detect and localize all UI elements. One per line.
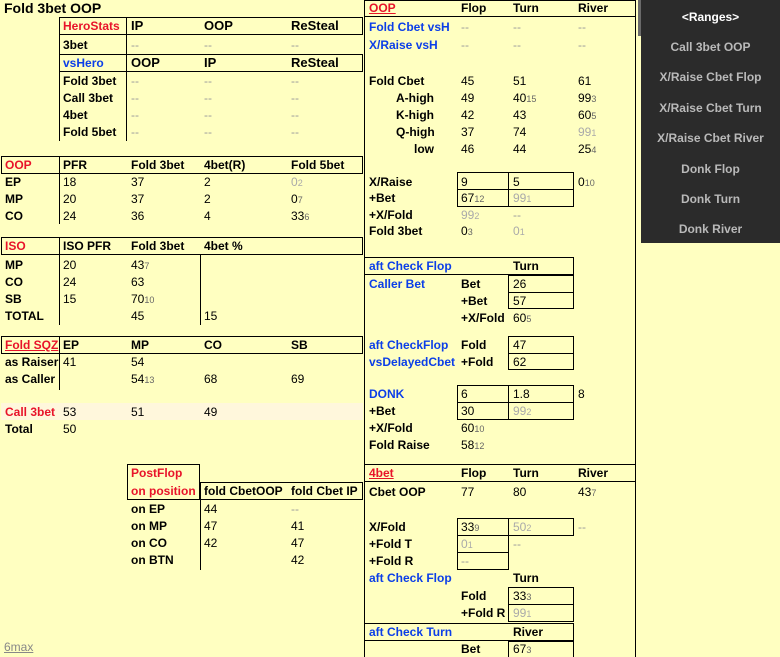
postflop-label: PostFlop [131, 466, 183, 480]
oop-pfr-col: Fold 3bet [131, 158, 185, 172]
fold3bet-cell: 01 [513, 224, 525, 238]
vshero-col-resteal: ReSteal [291, 55, 339, 70]
oop-pfr-col: 4bet(R) [204, 158, 246, 172]
fold-sqz-cell: 41 [63, 355, 77, 369]
donk-cell: 1.8 [513, 387, 530, 401]
fourbet-xfold-label: X/Fold [369, 520, 406, 534]
ranges-panel [641, 0, 780, 243]
iso-total-cell: 45 [131, 309, 145, 323]
fourbet-acf-foldr-cell: 991 [513, 606, 532, 620]
iso-cell: 63 [131, 275, 145, 289]
menu-item-xraise-cbet-flop[interactable]: X/Raise Cbet Flop [659, 70, 762, 84]
fourbet-foldt-cell: 01 [461, 537, 473, 551]
menu-item-donk-river[interactable]: Donk River [678, 222, 743, 236]
xraise-bet-cell: 991 [513, 191, 532, 205]
khigh-label: K-high [396, 108, 434, 122]
fourbet-link[interactable]: 4bet [369, 466, 394, 480]
right-oop-link[interactable]: OOP [369, 1, 396, 15]
fold3bet-label: Fold 3bet [369, 224, 423, 238]
fourbet-foldt-label: +Fold T [369, 537, 412, 551]
menu-item-ranges[interactable]: <Ranges> [681, 10, 740, 24]
low-cell: 46 [461, 142, 475, 156]
fourbet-acf-label: aft Check Flop [369, 571, 452, 585]
iso-cell: 7010 [131, 292, 155, 306]
xraise-xfold-cell: -- [513, 208, 521, 222]
xraise-cell: 010 [578, 175, 595, 189]
fourbet-cbetoop-label: Cbet OOP [369, 485, 426, 499]
oop-pfr-cell: 36 [131, 209, 145, 223]
foldcbet-cell: 45 [461, 74, 475, 88]
ahigh-cell: 49 [461, 91, 475, 105]
fold3bet-cell: 03 [461, 224, 473, 238]
xraise-cell: 9 [461, 175, 468, 189]
postflop-row-label: on CO [131, 536, 167, 550]
fourbet-col-turn: Turn [513, 466, 539, 480]
fourbet-act-label: aft Check Turn [369, 625, 453, 639]
delayed-plusfold-cell: 62 [513, 355, 527, 369]
vshero-cell: -- [291, 74, 299, 88]
vshero-cell: -- [291, 108, 299, 122]
menu-item-donk-flop[interactable]: Donk Flop [681, 162, 740, 176]
vshero-col-oop: OOP [131, 55, 160, 70]
delayed-label: vsDelayedCbet [369, 355, 456, 369]
fold-sqz-total-cell: 50 [63, 422, 77, 436]
xraise-label: X/Raise [369, 175, 413, 189]
fold-sqz-col: MP [131, 338, 149, 352]
fourbet-foldr-cell: -- [461, 554, 469, 568]
herostats-col-resteal: ReSteal [291, 18, 339, 33]
fourbet-cbetoop-cell: 80 [513, 485, 527, 499]
khigh-cell: 43 [513, 108, 527, 122]
iso-row-label: MP [5, 258, 23, 272]
fourbet-col-river: River [578, 466, 609, 480]
fold-sqz-total-label: Total [5, 422, 33, 436]
iso-row-label: CO [5, 275, 23, 289]
iso-row-label: SB [5, 292, 22, 306]
ahigh-cell: 993 [578, 91, 597, 105]
fold-sqz-cell: 54 [131, 355, 145, 369]
foldcbet-cell: 61 [578, 74, 592, 88]
column-divider [364, 0, 365, 657]
xraise-xfold-label: +X/Fold [369, 208, 413, 222]
qhigh-cell: 74 [513, 125, 527, 139]
fourbet-act-bet-label: Bet [461, 642, 481, 656]
postflop-row-label: on MP [131, 519, 167, 533]
fold-sqz-col: SB [291, 338, 308, 352]
fourbet-acf-foldr-label: +Fold R [461, 606, 506, 620]
aft-check-flop-col-turn: Turn [513, 259, 539, 273]
postflop-col: fold CbetOOP [204, 484, 283, 498]
oop-pfr-col: PFR [63, 158, 87, 172]
fold-sqz-col: EP [63, 338, 80, 352]
fourbet-cbetoop-cell: 437 [578, 485, 597, 499]
iso-label: ISO [5, 239, 26, 253]
oop-pfr-cell: 2 [204, 175, 211, 189]
fourbet-xfold-cell: 339 [461, 520, 480, 534]
postflop-cell: -- [291, 502, 299, 516]
menu-item-donk-turn[interactable]: Donk Turn [680, 192, 741, 206]
oop-pfr-label: OOP [5, 158, 32, 172]
iso-col: ISO PFR [63, 239, 112, 253]
donk-cell: 8 [578, 387, 585, 401]
oop-pfr-cell: 37 [131, 175, 145, 189]
footer-6max-link[interactable]: 6max [4, 640, 34, 654]
ahigh-cell: 4015 [513, 91, 537, 105]
foldcbet-cell: 51 [513, 74, 527, 88]
vshero-cell: -- [204, 74, 212, 88]
iso-cell: 15 [63, 292, 77, 306]
call3bet-row-highlight [1, 403, 363, 420]
oop-pfr-cell: 24 [63, 209, 77, 223]
scroll-indicator[interactable] [638, 0, 641, 36]
menu-item-call-3bet-oop[interactable]: Call 3bet OOP [670, 40, 751, 54]
postflop-label: on position [131, 484, 196, 498]
herostats-col-oop: OOP [204, 18, 233, 33]
fourbet-act-bet-cell: 673 [513, 642, 532, 656]
acf-plusbet-cell: 57 [513, 294, 527, 308]
herostats-row-3bet: 3bet [63, 38, 88, 52]
iso-total-label: TOTAL [5, 309, 44, 323]
postflop-col: fold Cbet IP [291, 484, 358, 498]
postflop-cell: 42 [291, 553, 305, 567]
foldcbet-vsh-cell: -- [461, 20, 469, 34]
oop-pfr-cell: 07 [291, 192, 303, 206]
vshero-cell: -- [131, 108, 139, 122]
acf-bet-label: Bet [461, 277, 481, 291]
vshero-row-label: Fold 5bet [63, 125, 117, 139]
fourbet-acf-fold-label: Fold [461, 589, 487, 603]
right-oop-col-turn: Turn [513, 1, 539, 15]
postflop-cell: 41 [291, 519, 305, 533]
delayed-label: aft CheckFlop [369, 338, 449, 352]
fold-sqz-link[interactable]: Fold SQZ [5, 338, 59, 352]
vshero-cell: -- [204, 91, 212, 105]
oop-pfr-cell: 336 [291, 209, 310, 223]
oop-pfr-cell: 02 [291, 175, 303, 189]
xraise-bet-cell: 6712 [461, 191, 485, 205]
oop-pfr-cell: 18 [63, 175, 77, 189]
xraise-vsh-cell: -- [513, 38, 521, 52]
oop-pfr-row-label: EP [5, 175, 22, 189]
donk-foldraise-cell: 5812 [461, 438, 485, 452]
vshero-cell: -- [291, 91, 299, 105]
iso-col: 4bet % [204, 239, 243, 253]
iso-total-cell: 15 [204, 309, 218, 323]
postflop-row-label: on BTN [131, 553, 174, 567]
vshero-label: vsHero [63, 56, 104, 70]
menu-item-xraise-cbet-river[interactable]: X/Raise Cbet River [657, 131, 764, 145]
right-oop-col-river: River [578, 1, 609, 15]
vshero-cell: -- [204, 125, 212, 139]
vshero-row-label: Call 3bet [63, 91, 114, 105]
oop-pfr-row-label: CO [5, 209, 23, 223]
vshero-cell: -- [291, 125, 299, 139]
vshero-row-label: 4bet [63, 108, 88, 122]
oop-pfr-row-label: MP [5, 192, 23, 206]
xraise-bet-label: +Bet [369, 191, 396, 205]
fourbet-xfold-cell: 502 [513, 520, 532, 534]
foldcbet-vsh-label: Fold Cbet vsH [369, 20, 450, 34]
fold-sqz-cell: 69 [291, 372, 305, 386]
right-oop-col-flop: Flop [461, 1, 487, 15]
vshero-cell: -- [131, 125, 139, 139]
fourbet-cbetoop-cell: 77 [461, 485, 475, 499]
postflop-row-label: on EP [131, 502, 166, 516]
xraise-xfold-cell: 992 [461, 208, 480, 222]
acf-xfold-cell: 605 [513, 311, 532, 325]
delayed-fold-label: Fold [461, 338, 487, 352]
postflop-cell: 47 [291, 536, 305, 550]
xraise-vsh-cell: -- [461, 38, 469, 52]
fold-sqz-col: CO [204, 338, 222, 352]
aft-check-flop-label: aft Check Flop [369, 259, 452, 273]
call3bet-cell: 51 [131, 405, 145, 419]
fourbet-xfold-cell: -- [578, 520, 586, 534]
postflop-cell: 44 [204, 502, 218, 516]
qhigh-cell: 991 [578, 125, 597, 139]
donk-label: DONK [369, 387, 405, 401]
iso-cell: 20 [63, 258, 77, 272]
fourbet-acf-fold-cell: 333 [513, 589, 532, 603]
fourbet-col-flop: Flop [461, 466, 487, 480]
low-cell: 254 [578, 142, 597, 156]
fourbet-acf-col-turn: Turn [513, 571, 539, 585]
oop-pfr-col: Fold 5bet [291, 158, 345, 172]
xraise-cell: 5 [513, 175, 520, 189]
xraise-vsh-cell: -- [578, 38, 586, 52]
caller-bet-label: Caller Bet [369, 277, 426, 291]
call3bet-label: Call 3bet [5, 405, 56, 419]
donk-xfold-label: +X/Fold [369, 421, 413, 435]
fold-sqz-row-label: as Caller [5, 372, 56, 386]
acf-plusbet-label: +Bet [461, 294, 488, 308]
donk-bet-label: +Bet [369, 404, 396, 418]
vshero-cell: -- [131, 74, 139, 88]
foldcbet-vsh-cell: -- [513, 20, 521, 34]
fold-sqz-cell: 68 [204, 372, 218, 386]
donk-xfold-cell: 6010 [461, 421, 485, 435]
delayed-fold-cell: 47 [513, 338, 527, 352]
call3bet-cell: 53 [63, 405, 77, 419]
fourbet-foldt-cell: -- [513, 537, 521, 551]
low-label: low [414, 142, 434, 156]
vshero-cell: -- [131, 91, 139, 105]
khigh-cell: 42 [461, 108, 475, 122]
oop-pfr-cell: 37 [131, 192, 145, 206]
call3bet-cell: 49 [204, 405, 218, 419]
iso-cell: 437 [131, 258, 150, 272]
oop-pfr-cell: 2 [204, 192, 211, 206]
foldcbet-label: Fold Cbet [369, 74, 425, 88]
low-cell: 44 [513, 142, 527, 156]
oop-pfr-cell: 20 [63, 192, 77, 206]
donk-bet-cell: 30 [461, 404, 475, 418]
fold-sqz-row-label: as Raiser [5, 355, 59, 369]
menu-item-xraise-cbet-turn[interactable]: X/Raise Cbet Turn [659, 101, 762, 115]
foldcbet-vsh-cell: -- [578, 20, 586, 34]
iso-cell: 24 [63, 275, 77, 289]
herostats-3bet-resteal: -- [291, 38, 299, 52]
donk-bet-cell: 992 [513, 404, 532, 418]
fold-sqz-cell: 5413 [131, 372, 155, 386]
postflop-cell: 47 [204, 519, 218, 533]
vshero-col-ip: IP [204, 55, 217, 70]
herostats-label: HeroStats [63, 19, 120, 33]
qhigh-cell: 37 [461, 125, 475, 139]
vshero-row-label: Fold 3bet [63, 74, 117, 88]
fourbet-act-col-river: River [513, 625, 544, 639]
page-title: Fold 3bet OOP [4, 0, 102, 16]
vshero-cell: -- [204, 108, 212, 122]
xraise-vsh-label: X/Raise vsH [369, 38, 438, 52]
herostats-3bet-ip: -- [131, 38, 139, 52]
postflop-cell: 42 [204, 536, 218, 550]
qhigh-label: Q-high [396, 125, 435, 139]
oop-pfr-cell: 4 [204, 209, 211, 223]
delayed-plusfold-label: +Fold [461, 355, 494, 369]
donk-cell: 6 [461, 387, 468, 401]
iso-col: Fold 3bet [131, 239, 185, 253]
fourbet-foldr-label: +Fold R [369, 554, 414, 568]
herostats-3bet-oop: -- [204, 38, 212, 52]
acf-bet-cell: 26 [513, 277, 527, 291]
herostats-col-ip: IP [131, 18, 144, 33]
acf-xfold-label: +X/Fold [461, 311, 505, 325]
ahigh-label: A-high [396, 91, 434, 105]
khigh-cell: 605 [578, 108, 597, 122]
donk-foldraise-label: Fold Raise [369, 438, 430, 452]
